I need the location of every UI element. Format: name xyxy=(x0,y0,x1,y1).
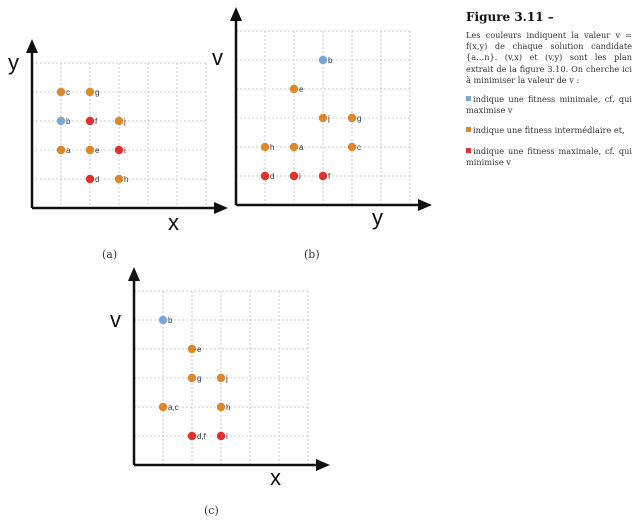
data-point-i xyxy=(115,146,123,154)
x-axis-label: y xyxy=(372,205,383,230)
x-axis-label: x xyxy=(270,465,281,490)
x-axis-arrow-icon xyxy=(418,199,432,211)
data-point-e xyxy=(86,146,94,154)
grid-lines xyxy=(32,63,206,208)
data-point-i xyxy=(290,172,298,180)
data-point-j xyxy=(217,374,225,382)
caption-b: (b) xyxy=(304,248,320,261)
point-label: g xyxy=(197,374,202,383)
point-label: h xyxy=(226,403,231,412)
data-point-j xyxy=(115,117,123,125)
point-label: j xyxy=(226,374,228,383)
caption-a: (a) xyxy=(102,248,118,261)
axes xyxy=(128,267,330,471)
scatter-plot-a xyxy=(0,25,215,235)
data-point-h xyxy=(217,403,225,411)
data-point-i xyxy=(217,432,225,440)
point-label: b xyxy=(66,117,71,126)
blue-square-icon xyxy=(466,96,471,101)
data-point-d xyxy=(86,175,94,183)
data-point-e xyxy=(290,85,298,93)
data-point-c xyxy=(348,143,356,151)
point-label: a,c xyxy=(168,403,179,412)
point-label: j xyxy=(124,117,126,126)
legend-item-max xyxy=(466,146,632,168)
scatter-panel-b xyxy=(210,25,415,230)
data-point-c xyxy=(57,88,65,96)
legend-text-max: indique une fitness maximale, cf. qui minimise v xyxy=(466,145,632,167)
point-label: a xyxy=(66,146,71,155)
y-axis-arrow-icon xyxy=(26,39,38,53)
data-point-b xyxy=(319,56,327,64)
caption-c: (c) xyxy=(204,504,219,517)
point-label: f xyxy=(328,172,331,181)
point-label: b xyxy=(328,56,333,65)
point-label: c xyxy=(357,143,361,152)
scatter-plot-c xyxy=(108,285,313,490)
y-axis-arrow-icon xyxy=(230,7,242,21)
point-label: a xyxy=(299,143,304,152)
point-label: h xyxy=(270,143,275,152)
y-axis-label: v xyxy=(212,45,223,70)
y-axis-arrow-icon xyxy=(128,267,140,281)
point-label: i xyxy=(226,432,228,441)
data-point-f xyxy=(86,117,94,125)
figure-sidebar xyxy=(466,10,632,177)
y-axis-label: y xyxy=(8,50,19,75)
point-label: e xyxy=(95,146,100,155)
data-point-j xyxy=(319,114,327,122)
point-label: d,f xyxy=(197,432,206,441)
point-label: i xyxy=(299,172,301,181)
data-point-d-f xyxy=(188,432,196,440)
data-point-g xyxy=(86,88,94,96)
point-label: h xyxy=(124,175,129,184)
point-label: f xyxy=(95,117,98,126)
point-label: g xyxy=(357,114,362,123)
point-label: e xyxy=(197,345,202,354)
data-point-f xyxy=(319,172,327,180)
data-point-b xyxy=(57,117,65,125)
orange-square-icon xyxy=(466,127,471,132)
data-point-a xyxy=(290,143,298,151)
data-point-a xyxy=(57,146,65,154)
data-point-a-c xyxy=(159,403,167,411)
legend-item-min xyxy=(466,94,632,116)
legend-text-min: indique une fitness minimale, cf. qui maximise v xyxy=(466,94,632,116)
point-label: i xyxy=(124,146,126,155)
scatter-plot-b xyxy=(210,25,415,230)
data-point-g xyxy=(188,374,196,382)
scatter-panel-a xyxy=(0,25,215,235)
point-label: b xyxy=(168,316,173,325)
data-point-d xyxy=(261,172,269,180)
point-label: d xyxy=(270,172,275,181)
figure-title: Figure 3.11 – xyxy=(466,10,554,24)
point-label: d xyxy=(95,175,100,184)
figure-description: Les couleurs indiquent la valeur v = f(x,y) de chaque solution candidate {a…n}. (v,x) et (v,y) sont les plan extrait de la figure 3.10. On cherche ici à minimiser la valeur de v : xyxy=(466,30,632,85)
data-point-h xyxy=(115,175,123,183)
point-label: e xyxy=(299,85,304,94)
point-label: c xyxy=(66,88,70,97)
data-point-g xyxy=(348,114,356,122)
data-point-h xyxy=(261,143,269,151)
point-label: j xyxy=(328,114,330,123)
legend-item-mid xyxy=(466,125,632,136)
red-square-icon xyxy=(466,148,471,153)
x-axis-arrow-icon xyxy=(316,459,330,471)
x-axis-label: x xyxy=(168,210,179,235)
scatter-panel-c xyxy=(108,285,313,490)
axes xyxy=(26,39,228,214)
y-axis-label: v xyxy=(110,307,121,332)
data-point-b xyxy=(159,316,167,324)
data-point-e xyxy=(188,345,196,353)
axes xyxy=(230,7,432,211)
point-label: g xyxy=(95,88,100,97)
legend-text-mid: indique une fitness intermédiaire et, xyxy=(473,125,625,136)
